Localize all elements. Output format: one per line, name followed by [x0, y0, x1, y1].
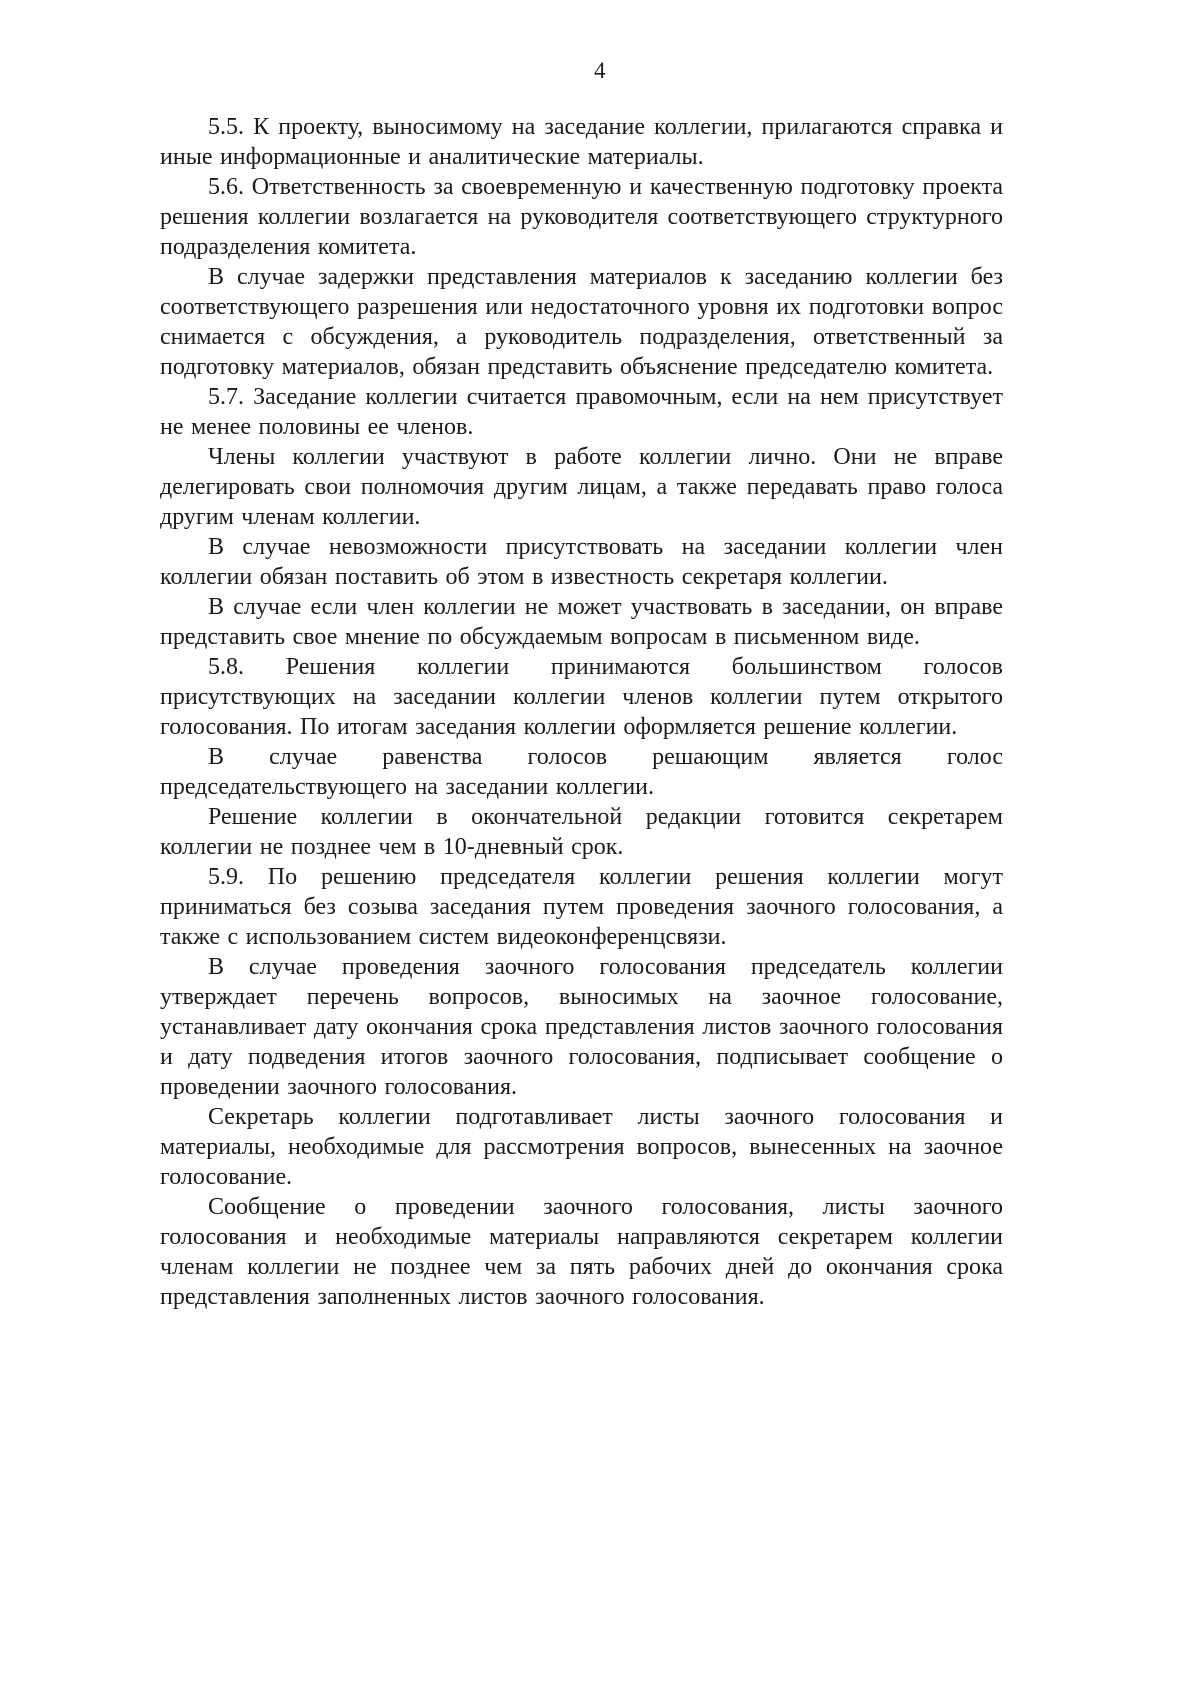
paragraph: Сообщение о проведении заочного голосования, листы заочного голосования и необходимые материалы направляются секретарем коллегии членам коллегии не позднее чем за пять рабочих дней до окончания срока представления заполненных листов заочного голосования.	[160, 1194, 1003, 1310]
paragraph: В случае задержки представления материалов к заседанию коллегии без соответствующего разрешения или недостаточного уровня их подготовки вопрос снимается с обсуждения, а руководитель подразделения, ответственный за подготовку материалов, обязан представить объяснение председателю комитета.	[160, 264, 1003, 380]
paragraph: 5.5. К проекту, выносимому на заседание коллегии, прилагаются справка и иные информационные и аналитические материалы.	[160, 114, 1003, 170]
page-number: 4	[594, 58, 606, 83]
paragraph: Решение коллегии в окончательной редакции готовится секретарем коллегии не позднее чем в 10-дневный срок.	[160, 804, 1003, 860]
paragraph: 5.8. Решения коллегии принимаются большинством голосов присутствующих на заседании коллегии членов коллегии путем открытого голосования. По итогам заседания коллегии оформляется решение коллегии.	[160, 654, 1003, 740]
paragraph: 5.7. Заседание коллегии считается правомочным, если на нем присутствует не менее половины ее членов.	[160, 384, 1003, 440]
paragraph: В случае если член коллегии не может участвовать в заседании, он вправе представить свое мнение по обсуждаемым вопросам в письменном виде.	[160, 594, 1003, 650]
paragraph: В случае невозможности присутствовать на заседании коллегии член коллегии обязан поставить об этом в известность секретаря коллегии.	[160, 534, 1003, 590]
paragraph: В случае равенства голосов решающим является голос председательствующего на заседании коллегии.	[160, 744, 1003, 800]
document-body	[160, 112, 1003, 1312]
paragraph: Члены коллегии участвуют в работе коллегии лично. Они не вправе делегировать свои полномочия другим лицам, а также передавать право голоса другим членам коллегии.	[160, 444, 1003, 530]
paragraph: 5.9. По решению председателя коллегии решения коллегии могут приниматься без созыва заседания путем проведения заочного голосования, а также с использованием систем видеоконференцсвязи.	[160, 864, 1003, 950]
paragraph: В случае проведения заочного голосования председатель коллегии утверждает перечень вопросов, выносимых на заочное голосование, устанавливает дату окончания срока представления листов заочного голосования и дату подведения итогов заочного голосования, подписывает сообщение о проведении заочного голосования.	[160, 954, 1003, 1100]
paragraph: 5.6. Ответственность за своевременную и качественную подготовку проекта решения коллегии возлагается на руководителя соответствующего структурного подразделения комитета.	[160, 174, 1003, 260]
paragraph: Секретарь коллегии подготавливает листы заочного голосования и материалы, необходимые для рассмотрения вопросов, вынесенных на заочное голосование.	[160, 1104, 1003, 1190]
